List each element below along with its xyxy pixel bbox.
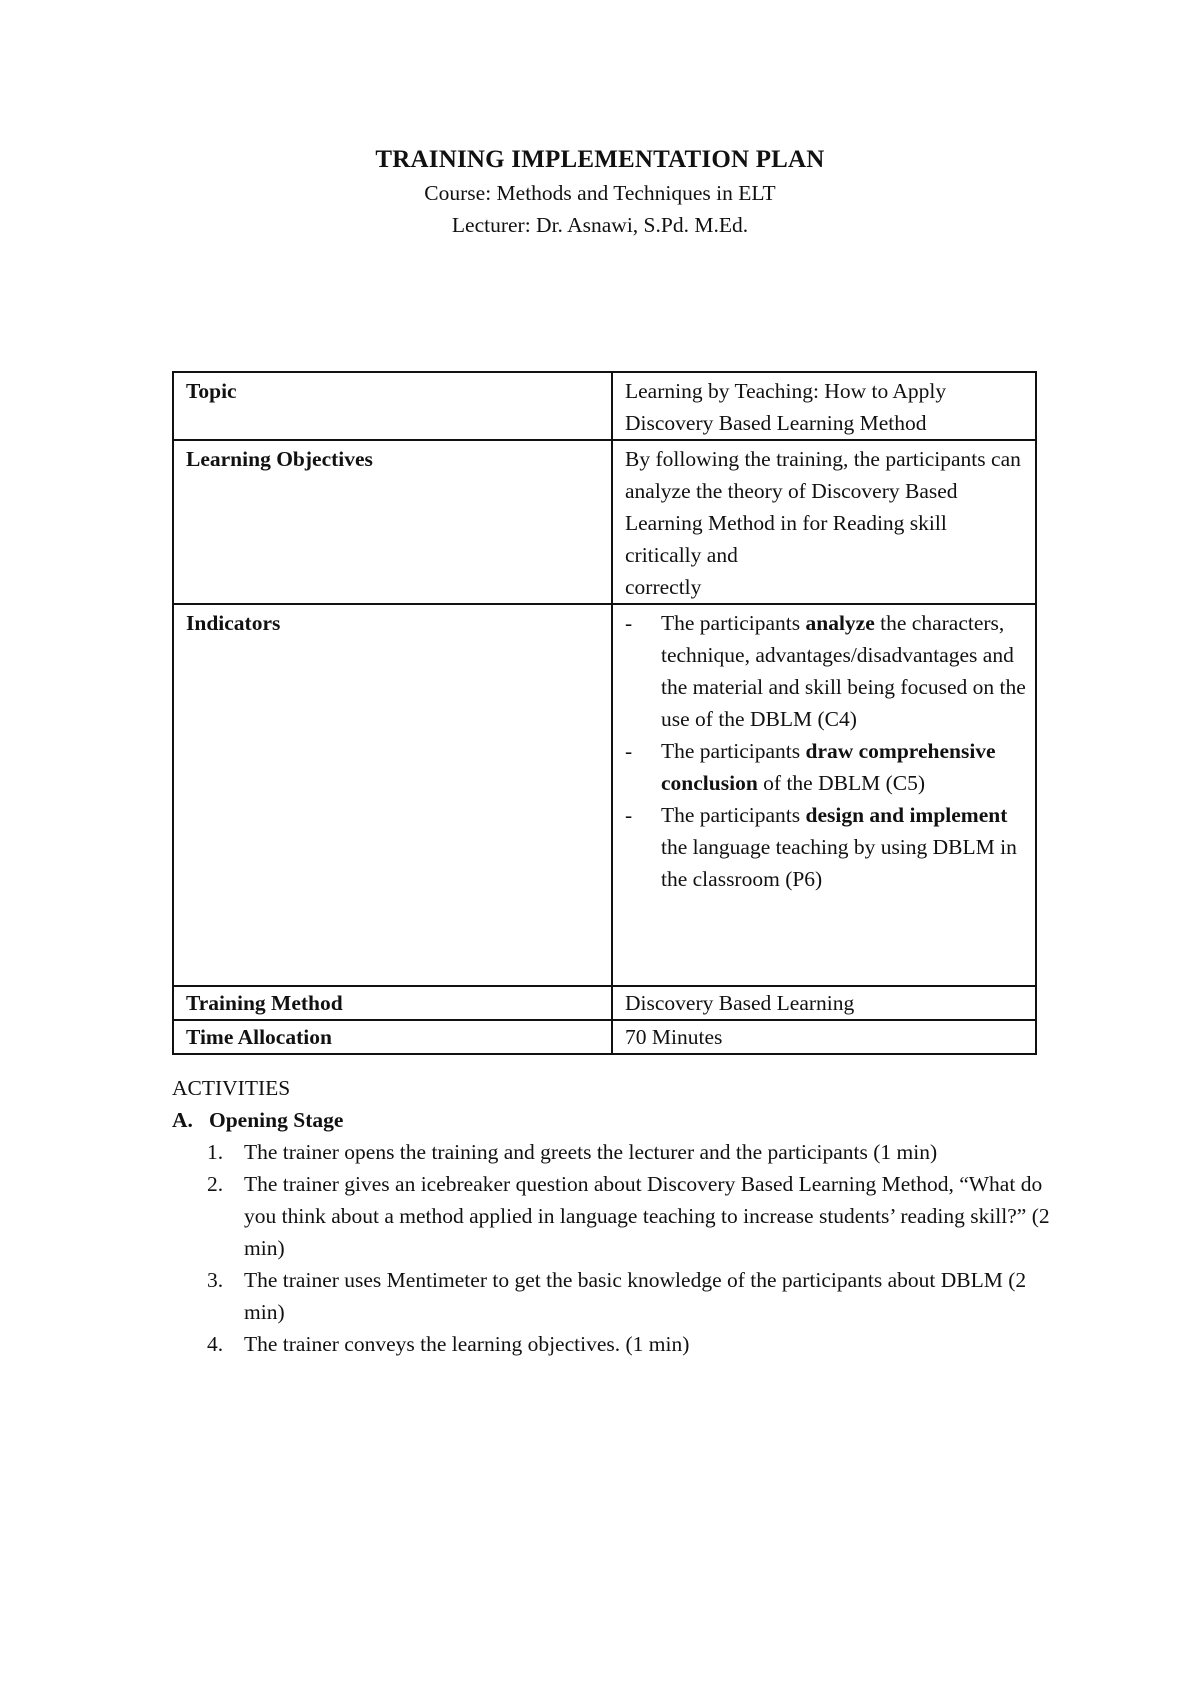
activities-section bbox=[172, 1072, 1072, 1360]
method-value: Discovery Based Learning bbox=[612, 986, 1036, 1020]
indicator-text: The participants bbox=[661, 611, 806, 635]
list-dash: - bbox=[625, 611, 633, 635]
table-row-method bbox=[173, 986, 1036, 1020]
stage-letter: A. bbox=[172, 1108, 193, 1132]
indicators-list bbox=[625, 607, 1027, 895]
indicator-text: the language teaching by using DBLM in the classroom (P6) bbox=[661, 835, 1017, 891]
indicator-keyword: analyze bbox=[805, 611, 875, 635]
indicator-text: of the DBLM (C5) bbox=[757, 771, 925, 795]
list-item bbox=[207, 1328, 1072, 1360]
list-item bbox=[207, 1136, 1072, 1168]
indicator-item bbox=[625, 799, 1027, 895]
indicator-item bbox=[625, 735, 1027, 799]
opening-steps-list bbox=[172, 1136, 1072, 1360]
indicators-label: Indicators bbox=[173, 604, 612, 986]
stage-heading bbox=[172, 1104, 1072, 1136]
step-text: The trainer uses Mentimeter to get the basic knowledge of the participants about DBLM (2 min) bbox=[244, 1268, 1027, 1324]
activities-heading: ACTIVITIES bbox=[172, 1076, 291, 1100]
objectives-cell bbox=[612, 440, 1036, 604]
training-plan-table bbox=[172, 371, 1037, 1055]
document-title: TRAINING IMPLEMENTATION PLAN bbox=[375, 146, 825, 173]
document-header bbox=[0, 143, 1200, 241]
indicator-text: the characters, technique, advantages/disadvantages and the material and skill being focused on the use of the DBLM (C4) bbox=[661, 611, 1026, 731]
step-text: The trainer conveys the learning objectives. (1 min) bbox=[244, 1332, 690, 1356]
lecturer-line: Lecturer: Dr. Asnawi, S.Pd. M.Ed. bbox=[451, 213, 749, 237]
objectives-value: By following the training, the participants can analyze the theory of Discovery Based Learning Method in for Reading skill critically and bbox=[625, 447, 1021, 567]
table-row-objectives bbox=[173, 440, 1036, 604]
indicator-keyword: design and implement bbox=[805, 803, 1008, 827]
list-dash: - bbox=[625, 803, 633, 827]
step-text: The trainer opens the training and greets the lecturer and the participants (1 min) bbox=[244, 1140, 938, 1164]
objectives-value-continued: correctly bbox=[625, 575, 702, 599]
table-row-indicators bbox=[173, 604, 1036, 986]
indicator-text: The participants bbox=[661, 803, 806, 827]
method-label: Training Method bbox=[173, 986, 612, 1020]
course-line: Course: Methods and Techniques in ELT bbox=[424, 181, 776, 205]
topic-label: Topic bbox=[173, 372, 612, 440]
indicator-text: The participants bbox=[661, 739, 806, 763]
step-number: 3. bbox=[207, 1268, 224, 1292]
objectives-label: Learning Objectives bbox=[173, 440, 612, 604]
table-row-time bbox=[173, 1020, 1036, 1054]
indicator-keyword: draw comprehensive conclusion bbox=[661, 739, 996, 795]
stage-title: Opening Stage bbox=[209, 1108, 344, 1132]
step-text: The trainer gives an icebreaker question about Discovery Based Learning Method, “What do you think about a method applied in language teaching to increase students’ reading skill?” (2 min) bbox=[244, 1172, 1050, 1260]
time-label: Time Allocation bbox=[173, 1020, 612, 1054]
step-number: 2. bbox=[207, 1172, 224, 1196]
topic-value: Learning by Teaching: How to Apply Discovery Based Learning Method bbox=[612, 372, 1036, 440]
indicators-cell bbox=[612, 604, 1036, 986]
list-item bbox=[207, 1168, 1072, 1264]
step-number: 1. bbox=[207, 1140, 224, 1164]
list-item bbox=[207, 1264, 1072, 1328]
indicator-item bbox=[625, 607, 1027, 735]
time-value: 70 Minutes bbox=[612, 1020, 1036, 1054]
step-number: 4. bbox=[207, 1332, 224, 1356]
list-dash: - bbox=[625, 739, 633, 763]
table-row-topic bbox=[173, 372, 1036, 440]
